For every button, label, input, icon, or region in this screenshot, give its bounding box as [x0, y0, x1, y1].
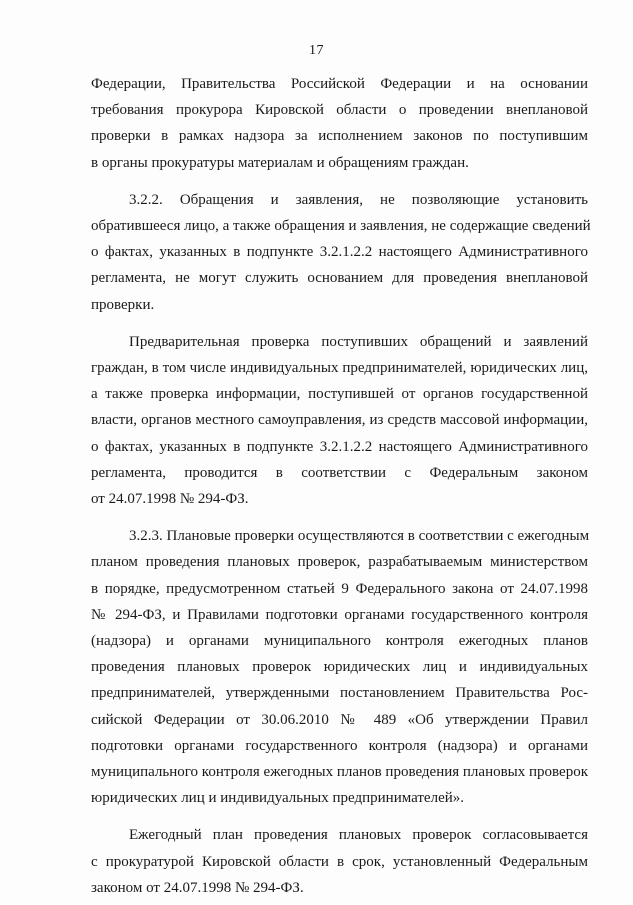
paragraph-2-line-2: обратившееся лицо, а также обращения и заявления, не содержащие сведений [91, 218, 591, 235]
paragraph-4 [91, 523, 588, 811]
paragraph-1-line-4: в органы прокуратуры материалам и обращениям граждан. [91, 154, 469, 171]
paragraph-5-line-3: законом от 24.07.1998 № 294-ФЗ. [91, 879, 304, 896]
paragraph-3 [91, 329, 588, 512]
page-number: 17 [309, 43, 324, 58]
paragraph-1-line-1: Федерации, Правительства Российской Федерации и на основании [91, 76, 588, 92]
paragraph-2-line-1: 3.2.2. Обращения и заявления, не позволяющие установить [129, 191, 588, 208]
paragraph-4-line-7: предпринимателей, утвержденными постановлением Правительства Рос- [91, 685, 588, 702]
paragraph-4-line-11: юридических лиц и индивидуальных предпринимателей». [91, 790, 465, 807]
paragraph-2-line-5: проверки. [91, 296, 155, 313]
paragraph-2-line-4: регламента, не могут служить основанием для проведения внеплановой [91, 270, 588, 287]
paragraph-4-line-2: планом проведения плановых проверок, разрабатываемым министерством [91, 554, 588, 571]
paragraph-1-line-2: требования прокурора Кировской области о проведении внеплановой [91, 102, 588, 119]
body-text [91, 71, 591, 901]
paragraph-2 [91, 187, 591, 318]
paragraph-gap [91, 176, 588, 187]
paragraph-3-line-4: власти, органов местного самоуправления, из средств массовой информации, [91, 412, 588, 429]
paragraph-3-line-5: о фактах, указанных в подпункте 3.2.1.2.2 настоящего Административного [91, 438, 588, 455]
paragraph-3-line-7: от 24.07.1998 № 294-ФЗ. [91, 491, 249, 508]
paragraph-4-line-3: в порядке, предусмотренном статьей 9 Федерального закона от 24.07.1998 [91, 580, 588, 597]
paragraph-1 [91, 71, 588, 176]
paragraph-4-line-4: № 294-ФЗ, и Правилами подготовки органами государственного контроля [91, 606, 588, 623]
paragraph-gap [91, 318, 588, 329]
paragraph-4-line-5: (надзора) и органами муниципального контроля ежегодных планов [91, 633, 588, 650]
paragraph-3-line-3: а также проверка информации, поступившей от органов государственной [91, 386, 588, 403]
paragraph-4-line-10: муниципального контроля ежегодных планов проведения плановых проверок [91, 764, 588, 781]
paragraph-gap [91, 811, 588, 822]
paragraph-5 [91, 822, 588, 901]
paragraph-gap [91, 512, 588, 523]
paragraph-2-line-3: о фактах, указанных в подпункте 3.2.1.2.2 настоящего Административного [91, 244, 588, 261]
paragraph-4-line-8: сийской Федерации от 30.06.2010 № 489 «Об утверждении Правил [91, 711, 588, 728]
paragraph-4-line-6: проведения плановых проверок юридических лиц и индивидуальных [91, 659, 588, 676]
paragraph-3-line-1: Предварительная проверка поступивших обращений и заявлений [129, 333, 588, 350]
paragraph-4-line-9: подготовки органами государственного контроля (надзора) и органами [91, 737, 588, 754]
paragraph-4-line-1: 3.2.3. Плановые проверки осуществляются в соответствии с ежегодным [129, 528, 590, 545]
paragraph-5-line-2: с прокуратурой Кировской области в срок, установленный Федеральным [91, 853, 588, 870]
paragraph-3-line-2: граждан, в том числе индивидуальных предпринимателей, юридических лиц, [91, 360, 588, 377]
paragraph-1-line-3: проверки в рамках надзора за исполнением законов по поступившим [91, 128, 588, 145]
paragraph-5-line-1: Ежегодный план проведения плановых проверок согласовывается [129, 827, 588, 844]
paragraph-3-line-6: регламента, проводится в соответствии с Федеральным законом [91, 464, 588, 481]
